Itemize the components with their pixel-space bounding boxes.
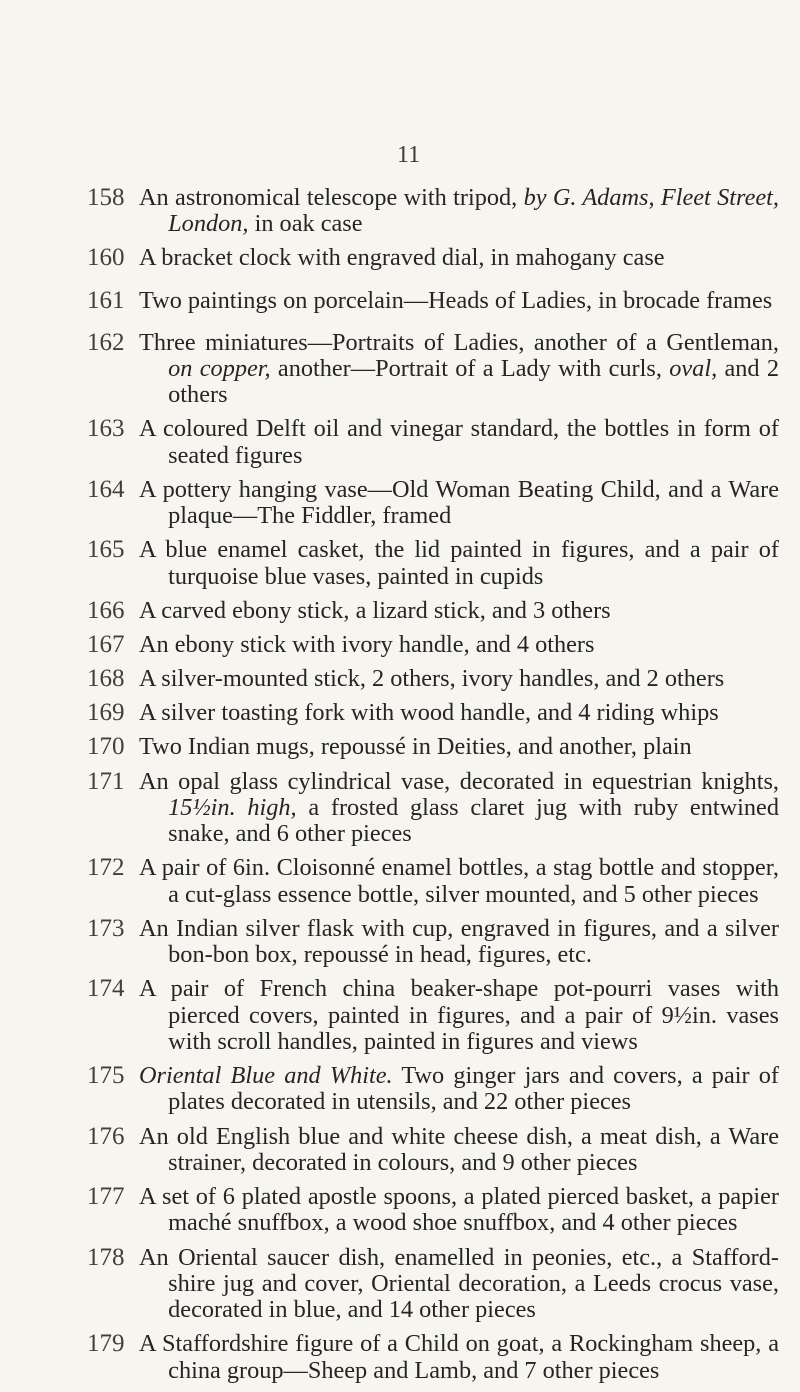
lot-description-text: Two ginger jars and covers, a pair of plates decorated in utensils, and 22 other pieces <box>168 1062 779 1116</box>
lot-number: 178 <box>87 1243 125 1271</box>
lot-number: 173 <box>87 914 125 942</box>
lot-number: 171 <box>87 767 125 795</box>
lot-description-text: An opal glass cylindrical vase, decorated in equestrian knights, <box>139 767 779 795</box>
lot-list <box>0 185 800 1392</box>
lot-description-text: A pair of French china beaker-shape pot-pourri vases with pierced covers, painted in figures, and a pair of 9½in. vases with scroll handles, painted in figures and views <box>139 975 779 1055</box>
lot-number: 161 <box>87 286 125 314</box>
lot-entry <box>0 855 800 908</box>
lot-number: 179 <box>87 1330 125 1358</box>
lot-description-italic: on copper, <box>168 354 271 382</box>
lot-number: 169 <box>87 699 125 727</box>
lot-entry <box>0 734 800 760</box>
lot-entry <box>0 185 800 238</box>
lot-description-text: An ebony stick with ivory handle, and 4 others <box>139 630 595 658</box>
lot-description-text: An Indian silver flask with cup, engraved in figures, and a silver bon-bon box, repoussé in head, figures, etc. <box>139 914 779 969</box>
lot-number: 167 <box>87 630 125 658</box>
lot-description <box>139 700 779 726</box>
lot-description-text: A blue enamel casket, the lid painted in figures, and a pair of turquoise blue vases, painted in cupids <box>139 536 779 590</box>
lot-description <box>139 185 779 238</box>
lot-description-text: A silver toasting fork with wood handle, and 4 riding whips <box>139 699 719 727</box>
lot-description-text: A coloured Delft oil and vinegar standard, the bottles in form of seated figures <box>139 415 779 469</box>
lot-entry <box>0 916 800 969</box>
lot-description-text: A bracket clock with engraved dial, in mahogany case <box>139 244 665 272</box>
lot-description-italic: by G. Adams, Fleet Street, London, <box>168 184 779 238</box>
lot-description <box>139 666 779 692</box>
lot-number: 160 <box>87 244 125 272</box>
lot-description <box>139 245 779 271</box>
lot-entry <box>0 245 800 271</box>
lot-entry <box>0 666 800 692</box>
lot-description-text: A Staffordshire figure of a Child on goat, a Rockingham sheep, a china group—Sheep and Lamb, and 7 other pieces <box>139 1330 779 1384</box>
lot-description-text: A carved ebony stick, a lizard stick, and 3 others <box>139 596 611 624</box>
lot-number: 176 <box>87 1122 125 1150</box>
lot-description <box>139 916 779 969</box>
lot-entry <box>0 598 800 624</box>
lot-description <box>139 1063 779 1116</box>
lot-entry <box>0 1245 800 1324</box>
lot-description-text: Two paintings on porcelain—Heads of Ladies, in brocade frames <box>139 286 773 314</box>
lot-description <box>139 1184 779 1237</box>
lot-number: 163 <box>87 415 125 443</box>
lot-description <box>139 598 779 624</box>
lot-number: 162 <box>87 328 125 356</box>
lot-description <box>139 734 779 760</box>
lot-description <box>139 537 779 590</box>
lot-description-text: A pair of 6in. Cloisonné enamel bottles, a stag bottle and stopper, a cut-glass essence bottle, silver mounted, and 5 other pieces <box>139 854 779 908</box>
lot-description-text: A set of 6 plated apostle spoons, a plated pierced basket, a papier maché snuffbox, a wood shoe snuffbox, and 4 other pieces <box>139 1183 779 1237</box>
lot-description-italic: Oriental Blue and White. <box>139 1062 393 1090</box>
page-number: 11 <box>397 142 421 168</box>
lot-description <box>139 769 779 848</box>
lot-description <box>139 288 779 314</box>
lot-entry <box>0 1124 800 1177</box>
lot-entry <box>0 769 800 848</box>
lot-number: 175 <box>87 1062 125 1090</box>
lot-description-text: in oak case <box>248 210 363 238</box>
lot-description-text: An Oriental saucer dish, enamelled in peonies, etc., a Stafford-shire jug and cover, Oriental decoration, a Leeds crocus vase, decorated in blue, and 14 other pieces <box>139 1243 779 1324</box>
lot-number: 164 <box>87 475 125 503</box>
lot-number: 172 <box>87 854 125 882</box>
lot-description-italic: oval, <box>669 354 718 382</box>
lot-description-italic: 15½in. high, <box>168 793 297 821</box>
lot-description-text: another—Portrait of a Lady with curls, <box>270 354 670 382</box>
lot-description <box>139 1245 779 1324</box>
lot-entry <box>0 976 800 1055</box>
lot-description <box>139 1331 779 1384</box>
lot-description-text: A silver-mounted stick, 2 others, ivory handles, and 2 others <box>139 665 725 693</box>
lot-entry <box>0 1184 800 1237</box>
lot-number: 165 <box>87 536 125 564</box>
lot-description <box>139 855 779 908</box>
lot-entry <box>0 632 800 658</box>
lot-description-text: Two Indian mugs, repoussé in Deities, and another, plain <box>139 733 692 761</box>
lot-description <box>139 632 779 658</box>
lot-number: 168 <box>87 665 125 693</box>
lot-description <box>139 477 779 530</box>
lot-entry <box>0 1331 800 1384</box>
lot-entry <box>0 537 800 590</box>
lot-entry <box>0 416 800 469</box>
lot-entry <box>0 330 800 409</box>
lot-description-text: and 2 others <box>168 354 779 409</box>
lot-number: 177 <box>87 1183 125 1211</box>
lot-description-text: An old English blue and white cheese dish, a meat dish, a Ware strainer, decorated in colours, and 9 other pieces <box>139 1122 779 1176</box>
lot-description <box>139 1124 779 1177</box>
lot-description <box>139 976 779 1055</box>
lot-entry <box>0 700 800 726</box>
lot-description-text: Three miniatures—Portraits of Ladies, another of a Gentleman, <box>139 328 779 356</box>
lot-description-text: a frosted glass claret jug with ruby entwined snake, and 6 other pieces <box>168 793 779 848</box>
lot-entry <box>0 288 800 314</box>
lot-number: 174 <box>87 975 125 1003</box>
lot-number: 166 <box>87 596 125 624</box>
lot-entry <box>0 1063 800 1116</box>
lot-description <box>139 416 779 469</box>
lot-number: 158 <box>87 184 125 211</box>
lot-description-text: A pottery hanging vase—Old Woman Beating Child, and a Ware plaque—The Fiddler, framed <box>139 475 779 530</box>
lot-number: 170 <box>87 733 125 761</box>
lot-entry <box>0 477 800 530</box>
lot-description-text: An astronomical telescope with tripod, <box>139 184 524 211</box>
lot-description <box>139 330 779 409</box>
